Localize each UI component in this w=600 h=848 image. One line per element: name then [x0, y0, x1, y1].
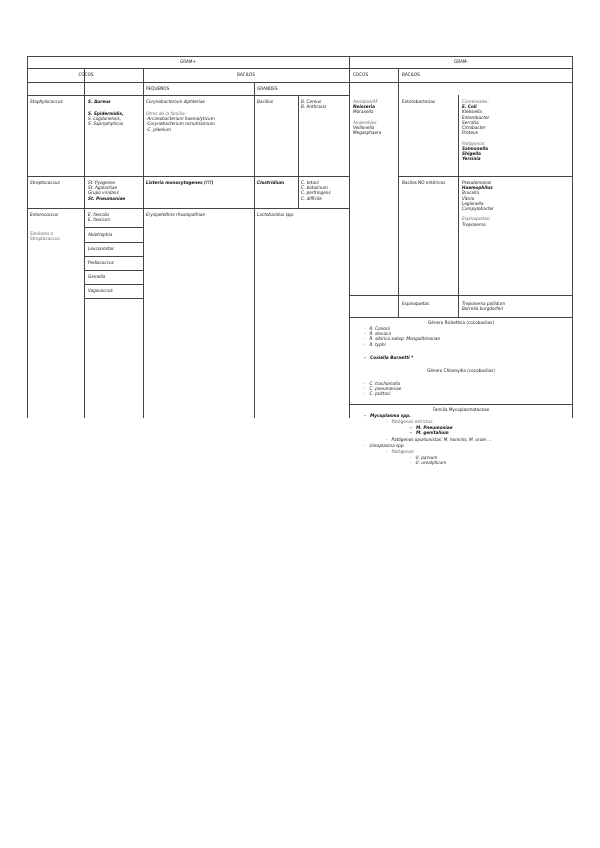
- rule: [84, 256, 143, 257]
- list-item: Moraxella: [353, 109, 374, 115]
- list-item: - R. typhi: [364, 341, 386, 347]
- list-item: Serratia: [462, 119, 479, 125]
- patogenos-oportunistas: - Patógenos oportunistas: M. hominis, M. orale ...: [386, 437, 492, 442]
- list-item: Enterobacter: [462, 114, 490, 120]
- list-item: St. Agalactiae: [88, 185, 118, 191]
- rule: [84, 284, 143, 285]
- list-item: -Corynebacterium minutissimum: [146, 121, 215, 127]
- erysipelothrix: Erysipelothrix rhusiopathiae: [146, 212, 205, 217]
- list-item: S. Lugdunensis,: [88, 116, 122, 122]
- list-item: St. Pyogenes: [88, 180, 116, 185]
- list-item: Legionella: [462, 200, 484, 206]
- list-item: E. faecium: [88, 217, 111, 223]
- coxiella: - Coxiella Burnetti *: [364, 355, 414, 360]
- clostridium-species: [301, 180, 331, 201]
- rule: [349, 56, 350, 418]
- streptococcus-species: [88, 180, 125, 201]
- rickettsia-title: Género Rickettsia (cocobacilos): [428, 320, 494, 325]
- list-item: Patógenos:: [462, 140, 486, 146]
- list-item: Treponema pallidum: [462, 301, 506, 306]
- genus-clostridium: Clostridium: [257, 180, 285, 185]
- species-text: R. sibirica subsp. Mongolitimonae: [369, 336, 440, 342]
- espiroquetas-species: [462, 301, 505, 311]
- mycoplasma-title: Familia Mycoplasmataceae: [432, 407, 490, 412]
- list-item: B. Cereus: [301, 99, 322, 104]
- list-item: - C. trachomatis: [364, 381, 401, 386]
- corynebacterium-title: Corynebacterium diphteriae: [146, 99, 205, 104]
- list-item: Comensales:: [462, 99, 489, 104]
- similares-label: [30, 231, 60, 241]
- species-text: C. trachomatis: [369, 381, 401, 386]
- list-item: -C. jeikeium: [146, 126, 171, 132]
- list-item: Shigella: [462, 151, 481, 157]
- list-item: Espiroquetas:: [462, 216, 491, 222]
- ureaplasma-genus: - Ureaplasma spp.: [364, 443, 405, 448]
- rule: [27, 95, 349, 96]
- chlamydia-title: Género Chlamydia (cocobacilos): [427, 368, 495, 373]
- list-item: Borrelia burgdorferi: [462, 306, 504, 312]
- list-item: - M. genitalium: [410, 430, 449, 436]
- species-text: Mycoplasma spp.: [370, 413, 411, 418]
- rule: [27, 176, 349, 177]
- species-text: M. genitalium: [416, 430, 449, 436]
- rule: [27, 68, 573, 69]
- species-text: U. parvum: [415, 455, 438, 460]
- rule: [84, 227, 143, 228]
- list-item: Neisseria: [353, 104, 375, 110]
- rule: [27, 82, 145, 83]
- espiroquetas-label: Espiroquetas: [402, 301, 430, 306]
- list-item: S. Epidermidis,: [88, 111, 124, 116]
- species-text: C. pneumoniae: [369, 386, 402, 392]
- list-item: Haemophilus: [462, 185, 493, 191]
- header-pequenos: PEQUEÑOS: [146, 86, 170, 91]
- list-item: - R. sibirica subsp. Mongolitimonae: [364, 336, 440, 342]
- rule: [298, 95, 299, 176]
- list-item: Klebsiella: [462, 109, 482, 115]
- enterobacterias-label: Enterobacterias: [402, 99, 436, 104]
- header-grandes: GRANDES: [257, 86, 278, 91]
- rule: [398, 176, 573, 177]
- ureaplasma-species: [410, 455, 446, 465]
- species-text: M. Pneumoniae: [416, 425, 453, 430]
- rule: [398, 295, 399, 317]
- rule: [143, 82, 349, 83]
- list-item: - R. Conorii: [364, 326, 390, 331]
- mycoplasma-genus: - Mycoplasma spp.: [364, 413, 411, 418]
- similar-genus: Abiotrophia: [88, 232, 113, 237]
- list-item: Anaerobios: [353, 119, 377, 125]
- rule: [84, 298, 143, 299]
- list-item: Aerobios/AF: [353, 99, 378, 104]
- enterococcus-species: [88, 212, 110, 222]
- genus-streptococcus: Streptococcus: [30, 180, 60, 185]
- rule: [349, 82, 573, 83]
- strict-species: [410, 425, 453, 435]
- chlamydia-list: [364, 381, 401, 397]
- header-bacilos-negative: BACILOS: [402, 72, 420, 77]
- rule: [458, 95, 459, 317]
- list-item: Vibrio: [462, 195, 475, 201]
- species-text: Coxiella Burnetti *: [370, 355, 414, 360]
- genus-staphylococcus: Staphylococcus: [30, 99, 63, 104]
- species-text: R. typhi: [369, 341, 386, 347]
- list-item: Megasphaera: [353, 130, 382, 136]
- list-item: Similares a: [30, 231, 54, 236]
- listeria: Listeria monocytogenes (!!!): [146, 180, 214, 185]
- list-item: Treponema: [462, 221, 486, 227]
- ureaplasma-patogenos: - Patógenos:: [386, 449, 415, 454]
- label-text: Patógenos oportunistas: M. hominis, M. orale ...: [391, 437, 492, 442]
- species-s-aureus: S. Aureus: [88, 99, 111, 104]
- list-item: -Arcanobacterium haemolyticum: [146, 116, 215, 122]
- enterobacterias-list: [462, 99, 489, 161]
- list-item: Grupo viridans: [88, 190, 119, 196]
- list-item: St. Pneumoniae: [88, 195, 126, 201]
- rule: [349, 317, 573, 318]
- lactobacillus: Lactobacillus spp.: [257, 212, 295, 217]
- rule: [349, 295, 573, 296]
- cocos-negative-list: [353, 99, 381, 135]
- species-text: C. psittaci: [369, 391, 391, 397]
- bacilos-no-entericos-list: [462, 180, 494, 227]
- list-item: - U. parvum: [410, 455, 438, 460]
- rule: [398, 68, 399, 295]
- header-cocos-negative: COCOS: [353, 72, 369, 77]
- genus-bacillus: Bacillus: [257, 99, 274, 104]
- rule: [143, 68, 144, 418]
- rule: [84, 68, 85, 418]
- genus-enterococcus: Enterococcus: [30, 212, 59, 217]
- list-item: E. faecalis: [88, 212, 110, 217]
- patogenos-estrictos: - Patógenos estrictos: [386, 419, 433, 424]
- list-item: B. Anthracis: [301, 104, 327, 110]
- similar-genus: Leuconostoc: [88, 246, 115, 251]
- species-text: Ureaplasma spp.: [369, 443, 405, 448]
- bacilos-no-entericos-label: Bacilos NO entéricos: [402, 180, 446, 185]
- list-item: Otros de la familia:: [146, 111, 186, 116]
- list-item: Proteus: [462, 130, 478, 136]
- rule: [298, 176, 299, 208]
- header-bacilos-positive: BACILOS: [237, 72, 255, 77]
- label-text: Patógenos:: [391, 449, 415, 454]
- corynebacterium-others: [146, 111, 215, 132]
- list-item: - U. urealyticum: [410, 460, 447, 466]
- species-text: R. Conorii: [369, 326, 390, 331]
- rule: [254, 82, 255, 418]
- header-cocos-positive: COCOS: [78, 72, 94, 77]
- list-item: - C. pneumoniae: [364, 386, 402, 392]
- species-text: R. slovaca: [369, 331, 391, 337]
- header-gram-positive: GRAM+: [180, 59, 196, 64]
- list-item: - C. psittaci: [364, 391, 391, 397]
- similar-genus: Vagococcus: [88, 288, 113, 293]
- list-item: C. difficile: [301, 195, 322, 201]
- similar-genus: Pediococcus: [88, 260, 114, 265]
- rule: [84, 270, 143, 271]
- list-item: Veillonella: [353, 125, 375, 131]
- list-item: Salmonella: [462, 145, 489, 151]
- list-item: Streptococcus: [30, 236, 60, 242]
- list-item: C. botulinum: [301, 185, 328, 191]
- species-text: U. urealyticum: [415, 460, 447, 466]
- list-item: S. Saprophyticus: [88, 121, 124, 127]
- similar-genus: Gemella: [88, 274, 106, 279]
- cons-list: [88, 111, 124, 127]
- list-item: C. tetani: [301, 180, 319, 185]
- rule: [27, 208, 349, 209]
- list-item: - M. Pneumoniae: [410, 425, 453, 430]
- list-item: Yersinia: [462, 156, 481, 162]
- list-item: Pseudomonas: [462, 180, 492, 185]
- list-item: - R. slovaca: [364, 331, 391, 337]
- list-item: E. Coli: [462, 104, 477, 110]
- list-item: Citrobacter: [462, 125, 486, 131]
- rule: [349, 404, 573, 405]
- list-item: Campylobacter: [462, 206, 494, 212]
- list-item: C. perfringens: [301, 190, 331, 196]
- rickettsia-list: [364, 326, 440, 347]
- rule: [84, 242, 143, 243]
- bacillus-species: [301, 99, 326, 109]
- list-item: Brucella: [462, 190, 480, 196]
- header-gram-negative: GRAM-: [454, 59, 468, 64]
- label-text: Patógenos estrictos: [391, 419, 433, 424]
